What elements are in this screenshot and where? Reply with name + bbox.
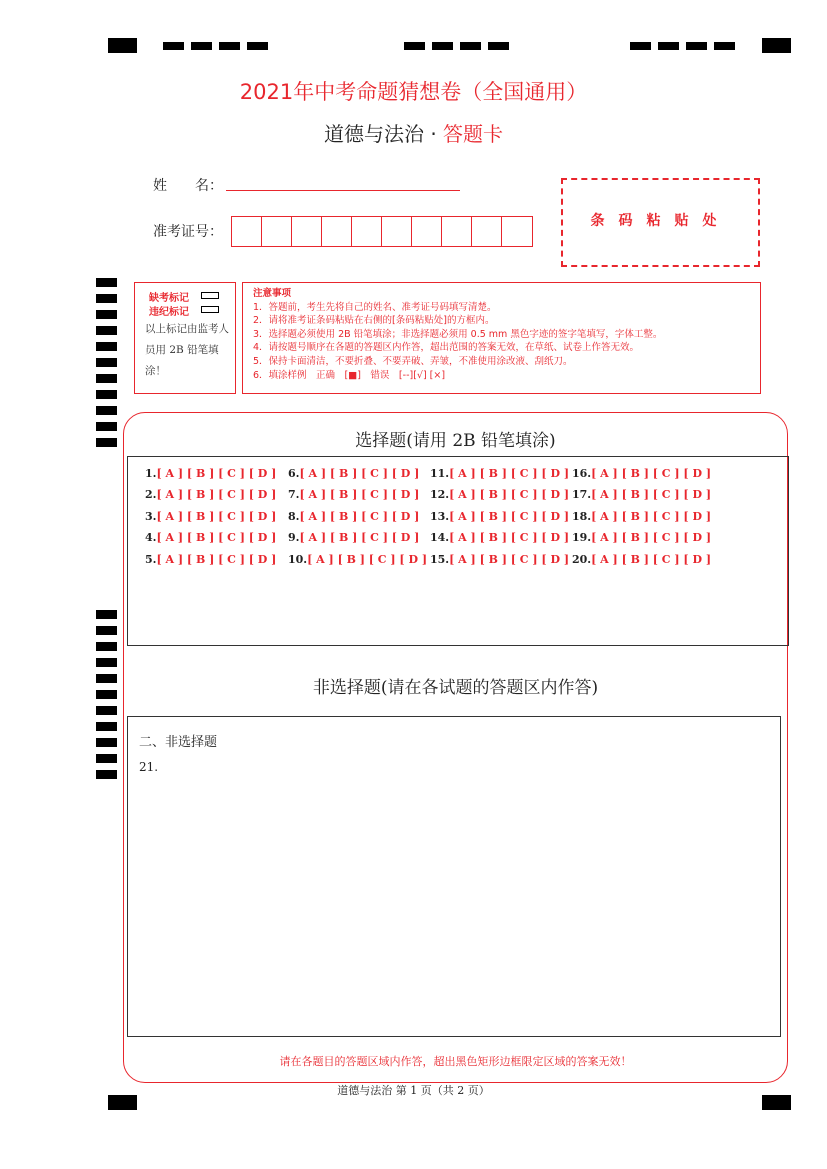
timing-mark — [460, 42, 481, 50]
question-item[interactable] — [572, 467, 711, 480]
id-digit-box[interactable] — [502, 217, 532, 246]
answer-options[interactable]: [ A ] [ B ] [ C ] [ D ] — [156, 531, 277, 544]
proctor-mark-box — [134, 282, 236, 394]
question-item[interactable] — [288, 553, 427, 566]
question-item[interactable] — [145, 553, 276, 566]
timing-mark — [488, 42, 509, 50]
id-digit-box[interactable] — [262, 217, 292, 246]
question-number: 20. — [572, 553, 592, 566]
notice-item: 4．请按题号顺序在各题的答题区内作答，超出范围的答案无效，在草纸、试卷上作答无效。 — [253, 342, 640, 354]
timing-mark — [96, 422, 117, 431]
id-digit-box[interactable] — [382, 217, 412, 246]
answer-area-warning: 请在各题目的答题区域内作答，超出黑色矩形边框限定区域的答案无效！ — [279, 1055, 632, 1068]
multiple-choice-title: 选择题(请用 2B 铅笔填涂) — [355, 431, 556, 451]
timing-mark — [96, 642, 117, 651]
answer-options[interactable]: [ A ] [ B ] [ C ] [ D ] — [299, 531, 420, 544]
violation-mark-checkbox[interactable] — [201, 306, 219, 313]
question-item[interactable] — [572, 531, 711, 544]
id-digit-box[interactable] — [442, 217, 472, 246]
question-number: 9. — [288, 531, 300, 544]
timing-mark — [96, 674, 117, 683]
question-item[interactable] — [145, 488, 276, 501]
question-number: 16. — [572, 467, 592, 480]
answer-options[interactable]: [ A ] [ B ] [ C ] [ D ] — [449, 531, 570, 544]
answer-options[interactable]: [ A ] [ B ] [ C ] [ D ] — [307, 553, 428, 566]
exam-title: 2021年中考命题猜想卷（全国通用） — [239, 80, 588, 104]
timing-mark — [630, 42, 651, 50]
question-item[interactable] — [145, 510, 276, 523]
card-subtitle — [0, 118, 827, 147]
timing-mark — [96, 706, 117, 715]
answer-options[interactable]: [ A ] [ B ] [ C ] [ D ] — [299, 488, 420, 501]
notice-item: 3．选择题必须使用 2B 铅笔填涂；非选择题必须用 0.5 mm 黑色字迹的签字笔填写，字体工整。 — [253, 328, 663, 340]
question-item[interactable] — [288, 467, 419, 480]
id-digit-box[interactable] — [352, 217, 382, 246]
question-item[interactable] — [572, 488, 711, 501]
timing-mark — [96, 390, 117, 399]
timing-mark — [762, 38, 791, 53]
answer-options[interactable]: [ A ] [ B ] [ C ] [ D ] — [591, 510, 712, 523]
barcode-area[interactable]: 条码粘贴处 — [561, 178, 760, 267]
question-item[interactable] — [572, 553, 711, 566]
question-number: 12. — [430, 488, 450, 501]
question-number: 18. — [572, 510, 592, 523]
answer-options[interactable]: [ A ] [ B ] [ C ] [ D ] — [156, 467, 277, 480]
absent-mark-checkbox[interactable] — [201, 292, 219, 299]
question-item[interactable] — [288, 531, 419, 544]
answer-options[interactable]: [ A ] [ B ] [ C ] [ D ] — [449, 553, 570, 566]
answer-options[interactable]: [ A ] [ B ] [ C ] [ D ] — [591, 531, 712, 544]
answer-options[interactable]: [ A ] [ B ] [ C ] [ D ] — [299, 467, 420, 480]
page-footer: 道德与法治 第 1 页（共 2 页） — [337, 1084, 490, 1097]
name-field[interactable] — [226, 190, 460, 191]
timing-mark — [96, 342, 117, 351]
question-item[interactable] — [430, 467, 569, 480]
free-response-box[interactable] — [127, 716, 781, 1037]
timing-mark — [96, 738, 117, 747]
question-item[interactable] — [145, 467, 276, 480]
id-digit-box[interactable] — [322, 217, 352, 246]
title-separator: · — [430, 122, 437, 146]
exam-id-boxes[interactable] — [231, 216, 533, 247]
subject-name: 道德与法治 — [323, 122, 424, 146]
timing-mark — [191, 42, 212, 50]
question-item[interactable] — [288, 488, 419, 501]
question-number: 7. — [288, 488, 300, 501]
question-number: 15. — [430, 553, 450, 566]
answer-options[interactable]: [ A ] [ B ] [ C ] [ D ] — [591, 467, 712, 480]
question-item[interactable] — [430, 510, 569, 523]
question-number: 19. — [572, 531, 592, 544]
free-response-heading: 二、非选择题 — [139, 735, 218, 750]
timing-mark — [96, 294, 117, 303]
notice-item: 5．保持卡面清洁，不要折叠、不要弄破、弄皱，不准使用涂改液、刮纸刀。 — [253, 355, 573, 367]
question-number: 10. — [288, 553, 308, 566]
timing-mark — [96, 374, 117, 383]
multiple-choice-box — [127, 456, 789, 646]
answer-options[interactable]: [ A ] [ B ] [ C ] [ D ] — [591, 488, 712, 501]
timing-mark — [96, 754, 117, 763]
timing-mark — [658, 42, 679, 50]
answer-options[interactable]: [ A ] [ B ] [ C ] [ D ] — [156, 510, 277, 523]
timing-mark — [96, 438, 117, 447]
timing-mark — [96, 626, 117, 635]
id-digit-box[interactable] — [412, 217, 442, 246]
timing-mark — [96, 690, 117, 699]
answer-options[interactable]: [ A ] [ B ] [ C ] [ D ] — [299, 510, 420, 523]
question-number: 14. — [430, 531, 450, 544]
question-item[interactable] — [430, 553, 569, 566]
answer-options[interactable]: [ A ] [ B ] [ C ] [ D ] — [449, 510, 570, 523]
answer-options[interactable]: [ A ] [ B ] [ C ] [ D ] — [156, 553, 277, 566]
notice-title: 注意事项 — [253, 288, 292, 299]
violation-mark-label: 违纪标记 — [149, 307, 189, 318]
question-item[interactable] — [145, 531, 276, 544]
timing-mark — [163, 42, 184, 50]
question-item[interactable] — [288, 510, 419, 523]
notice-item: 6．填涂样例 正确 [■] 错误 [--][√] [×] — [253, 369, 446, 381]
answer-options[interactable]: [ A ] [ B ] [ C ] [ D ] — [591, 553, 712, 566]
timing-mark — [96, 326, 117, 335]
question-number: 8. — [288, 510, 300, 523]
timing-mark — [404, 42, 425, 50]
timing-mark — [714, 42, 735, 50]
free-response-title: 非选择题(请在各试题的答题区内作答) — [312, 678, 599, 698]
question-21-number: 21. — [139, 760, 159, 774]
question-number: 13. — [430, 510, 450, 523]
answer-options[interactable]: [ A ] [ B ] [ C ] [ D ] — [156, 488, 277, 501]
notice-box — [242, 282, 761, 394]
answer-options[interactable]: [ A ] [ B ] [ C ] [ D ] — [449, 467, 570, 480]
timing-mark — [96, 658, 117, 667]
exam-id-label: 准考证号： — [153, 224, 223, 240]
card-label: 答题卡 — [443, 122, 504, 146]
id-digit-box[interactable] — [232, 217, 262, 246]
question-number: 17. — [572, 488, 592, 501]
timing-mark — [96, 610, 117, 619]
answer-options[interactable]: [ A ] [ B ] [ C ] [ D ] — [449, 488, 570, 501]
question-number: 1. — [145, 467, 157, 480]
mark-note: 以上标记由监考人员用 2B 铅笔填涂！ — [145, 323, 229, 377]
question-number: 2. — [145, 488, 157, 501]
notice-item: 2．请将准考证条码粘贴在右侧的[条码粘贴处]的方框内。 — [253, 315, 495, 327]
absent-mark-label: 缺考标记 — [149, 293, 189, 304]
timing-mark — [686, 42, 707, 50]
timing-mark — [96, 770, 117, 779]
id-digit-box[interactable] — [292, 217, 322, 246]
timing-mark — [219, 42, 240, 50]
notice-item: 1．答题前，考生先将自己的姓名、准考证号码填写清楚。 — [253, 301, 497, 313]
question-number: 6. — [288, 467, 300, 480]
timing-mark — [247, 42, 268, 50]
name-label: 姓 名： — [153, 178, 223, 194]
timing-mark — [96, 358, 117, 367]
timing-mark — [96, 722, 117, 731]
timing-mark — [108, 38, 137, 53]
timing-mark — [96, 278, 117, 287]
question-number: 3. — [145, 510, 157, 523]
question-item[interactable] — [572, 510, 711, 523]
id-digit-box[interactable] — [472, 217, 502, 246]
timing-mark — [432, 42, 453, 50]
question-number: 5. — [145, 553, 157, 566]
question-item[interactable] — [430, 531, 569, 544]
timing-mark — [96, 310, 117, 319]
question-number: 11. — [430, 467, 450, 480]
timing-mark — [96, 406, 117, 415]
question-item[interactable] — [430, 488, 569, 501]
question-number: 4. — [145, 531, 157, 544]
